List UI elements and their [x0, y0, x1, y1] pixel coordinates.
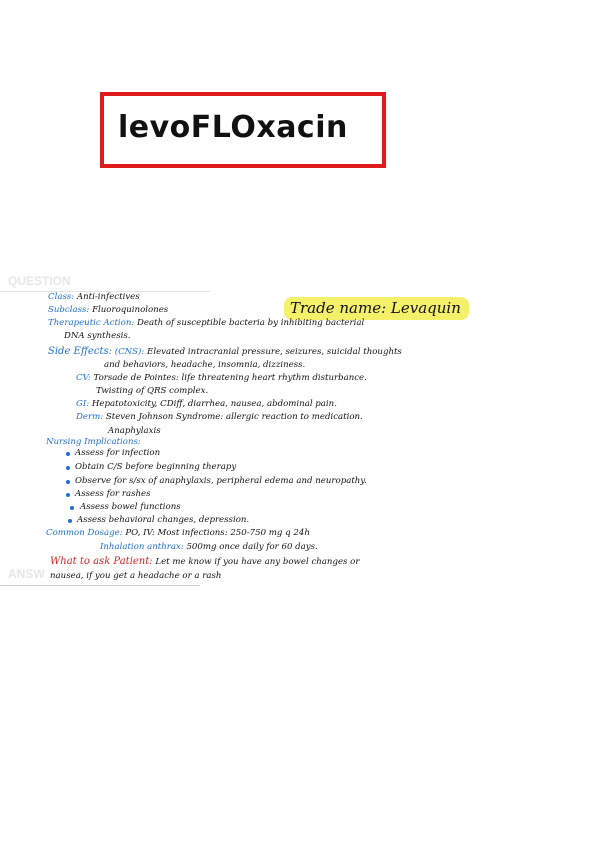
- nursing-item: Observe for s/sx of anaphylaxis, peripheral edema and neuropathy.: [75, 476, 367, 486]
- side-effects-derm-label: Derm:: [76, 412, 104, 422]
- bullet-icon: [66, 480, 70, 484]
- therapeutic-action-label: Therapeutic Action:: [48, 318, 135, 328]
- side-effects-cv-label: CV:: [76, 373, 91, 383]
- class-value: Anti-infectives: [76, 292, 140, 302]
- patient-cont: nausea, if you get a headache or a rash: [50, 571, 222, 581]
- side-effects-gi-line: [76, 399, 337, 409]
- nursing-item: Assess bowel functions: [80, 502, 181, 512]
- side-effects-gi-label: GI:: [76, 399, 90, 409]
- class-line: [48, 292, 140, 302]
- common-dosage-label: Common Dosage:: [46, 528, 123, 538]
- trade-name-highlight: [284, 297, 469, 320]
- therapeutic-action-line: [48, 318, 364, 328]
- side-effects-cns-label: (CNS):: [114, 347, 145, 357]
- therapeutic-action-value: Death of susceptible bacteria by inhibiting bacterial: [137, 318, 365, 328]
- side-effects-gi-value: Hepatotoxicity, CDiff, diarrhea, nausea, abdominal pain.: [91, 399, 337, 409]
- nursing-implications-label: Nursing Implications:: [46, 437, 141, 447]
- inhalation-value: 500mg once daily for 60 days.: [186, 542, 318, 552]
- subclass-value: Fluoroquinolones: [92, 305, 169, 315]
- drug-title: levoFLOxacin: [118, 110, 348, 145]
- bullet-icon: [66, 452, 70, 456]
- side-effects-line: [48, 346, 402, 357]
- nursing-item: Assess behavioral changes, depression.: [77, 515, 250, 525]
- answer-divider: [0, 585, 200, 586]
- side-effects-derm-cont: Anaphylaxis: [108, 426, 161, 436]
- patient-line: [50, 556, 359, 567]
- common-dosage-line: [46, 528, 310, 538]
- side-effects-derm-line: [76, 412, 363, 422]
- side-effects-cv-value: Torsade de Pointes: life threatening heart rhythm disturbance.: [93, 373, 367, 383]
- side-effects-cv-line: [76, 373, 367, 383]
- bullet-icon: [66, 466, 70, 470]
- side-effects-cns-value: Elevated intracranial pressure, seizures, suicidal thoughts: [147, 347, 402, 357]
- subclass-line: [48, 305, 168, 315]
- side-effects-label: Side Effects:: [48, 346, 112, 357]
- subclass-label: Subclass:: [48, 305, 90, 315]
- side-effects-derm-value: Steven Johnson Syndrome: allergic reaction to medication.: [105, 412, 363, 422]
- answer-label: ANSW: [8, 567, 45, 581]
- class-label: Class:: [48, 292, 75, 302]
- bullet-icon: [70, 506, 74, 510]
- therapeutic-action-cont: DNA synthesis.: [64, 331, 131, 341]
- patient-value: Let me know if you have any bowel changes or: [155, 557, 360, 567]
- common-dosage-value: PO, IV: Most infections: 250-750 mg q 24h: [125, 528, 310, 538]
- bullet-icon: [66, 493, 70, 497]
- nursing-item: Obtain C/S before beginning therapy: [75, 462, 237, 472]
- nursing-item: Assess for rashes: [75, 489, 151, 499]
- trade-name: Trade name: Levaquin: [290, 299, 461, 317]
- inhalation-label: Inhalation anthrax:: [100, 542, 184, 552]
- bullet-icon: [68, 519, 72, 523]
- side-effects-cns-cont: and behaviors, headache, insomnia, dizziness.: [104, 360, 306, 370]
- patient-label: What to ask Patient:: [50, 556, 153, 567]
- question-label: QUESTION: [8, 274, 71, 288]
- side-effects-cv-cont: Twisting of QRS complex.: [96, 386, 209, 396]
- inhalation-line: [100, 542, 318, 552]
- nursing-item: Assess for infection: [75, 448, 161, 458]
